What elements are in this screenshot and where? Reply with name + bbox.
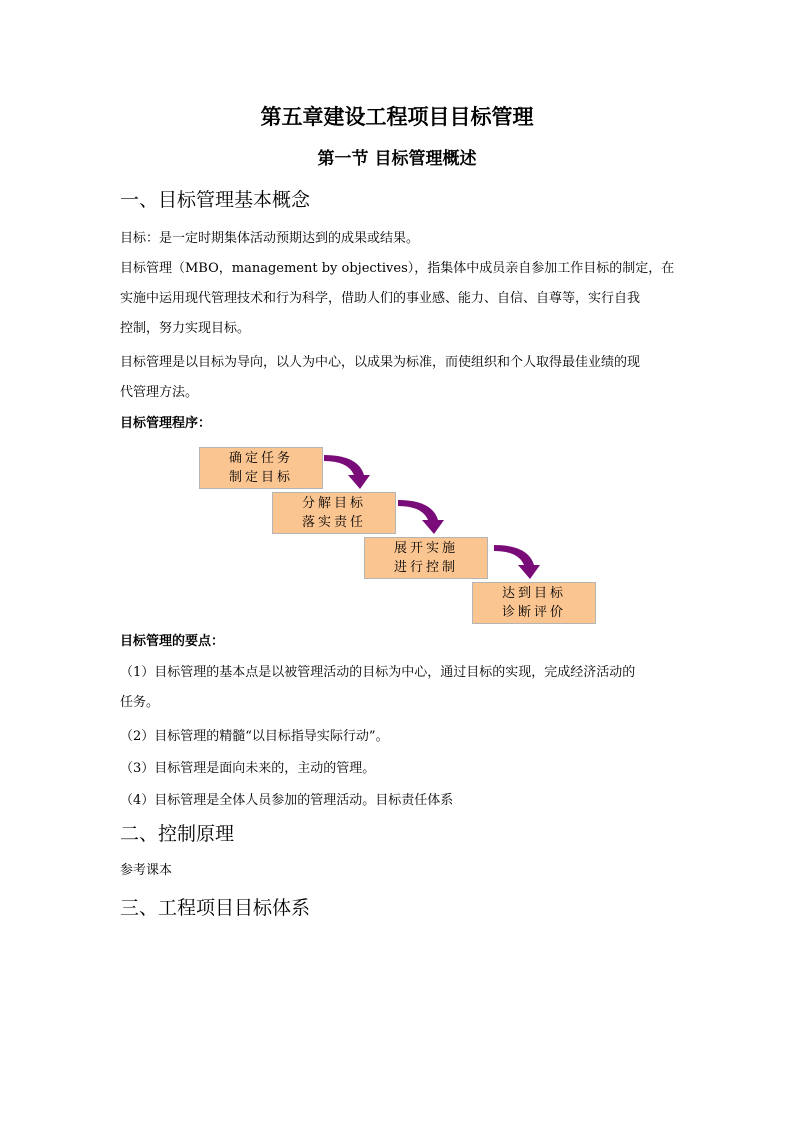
- keypoint-1-line-1: （1）目标管理的基本点是以被管理活动的目标为中心，通过目标的实现，完成经济活动的: [120, 665, 636, 680]
- step-1-line-1: 确定任务: [228, 451, 293, 466]
- paragraph-mbo-line-3: 控制，努力实现目标。: [120, 321, 251, 336]
- step-2-line-1: 分解目标: [301, 496, 366, 511]
- paragraph-method-line-2: 代管理方法。: [120, 385, 199, 400]
- keypoint-2: （2）目标管理的精髓“以目标指导实际行动”。: [120, 729, 389, 744]
- paragraph-refer-textbook: 参考课本: [120, 863, 173, 878]
- keypoint-3: （3）目标管理是面向未来的，主动的管理。: [120, 761, 376, 776]
- section-title: 第一节 目标管理概述: [317, 149, 477, 169]
- paragraph-mbo-line-2: 实施中运用现代管理技术和行为科学，借助人们的事业感、能力、自信、自尊等，实行自我: [120, 291, 641, 306]
- keypoint-4: （4）目标管理是全体人员参加的管理活动。目标责任体系: [120, 793, 454, 808]
- curved-arrow-icon-1: [322, 455, 372, 491]
- step-box-4: [472, 582, 596, 624]
- step-3-line-2: 进行控制: [393, 560, 458, 575]
- step-box-2: [272, 492, 396, 534]
- paragraph-goal-definition: 目标：是一定时期集体活动预期达到的成果或结果。: [120, 231, 420, 246]
- keypoints-label: 目标管理的要点：: [120, 634, 225, 649]
- curved-arrow-icon-2: [396, 500, 446, 536]
- step-4-line-1: 达到目标: [501, 586, 566, 601]
- heading-control-principle: 二、控制原理: [120, 823, 235, 845]
- paragraph-method-line-1: 目标管理是以目标为导向，以人为中心，以成果为标准，而使组织和个人取得最佳业绩的现: [120, 355, 641, 370]
- step-4-line-2: 诊断评价: [501, 605, 566, 620]
- heading-project-goal-system: 三、工程项目目标体系: [120, 897, 311, 919]
- curved-arrow-icon-3: [492, 545, 542, 581]
- keypoint-1-line-2: 任务。: [120, 695, 160, 710]
- paragraph-mbo-line-1: 目标管理（MBO，management by objectives），指集体中成员亲自参加工作目标的制定，在: [120, 261, 675, 276]
- step-box-1: [199, 447, 323, 489]
- heading-basic-concepts: 一、目标管理基本概念: [120, 189, 311, 211]
- step-3-line-1: 展开实施: [393, 541, 458, 556]
- step-box-3: [364, 537, 488, 579]
- document-title: 第五章建设工程项目目标管理: [260, 104, 534, 129]
- procedure-label: 目标管理程序：: [120, 416, 212, 431]
- step-2-line-2: 落实责任: [301, 515, 366, 530]
- step-1-line-2: 制定目标: [228, 470, 293, 485]
